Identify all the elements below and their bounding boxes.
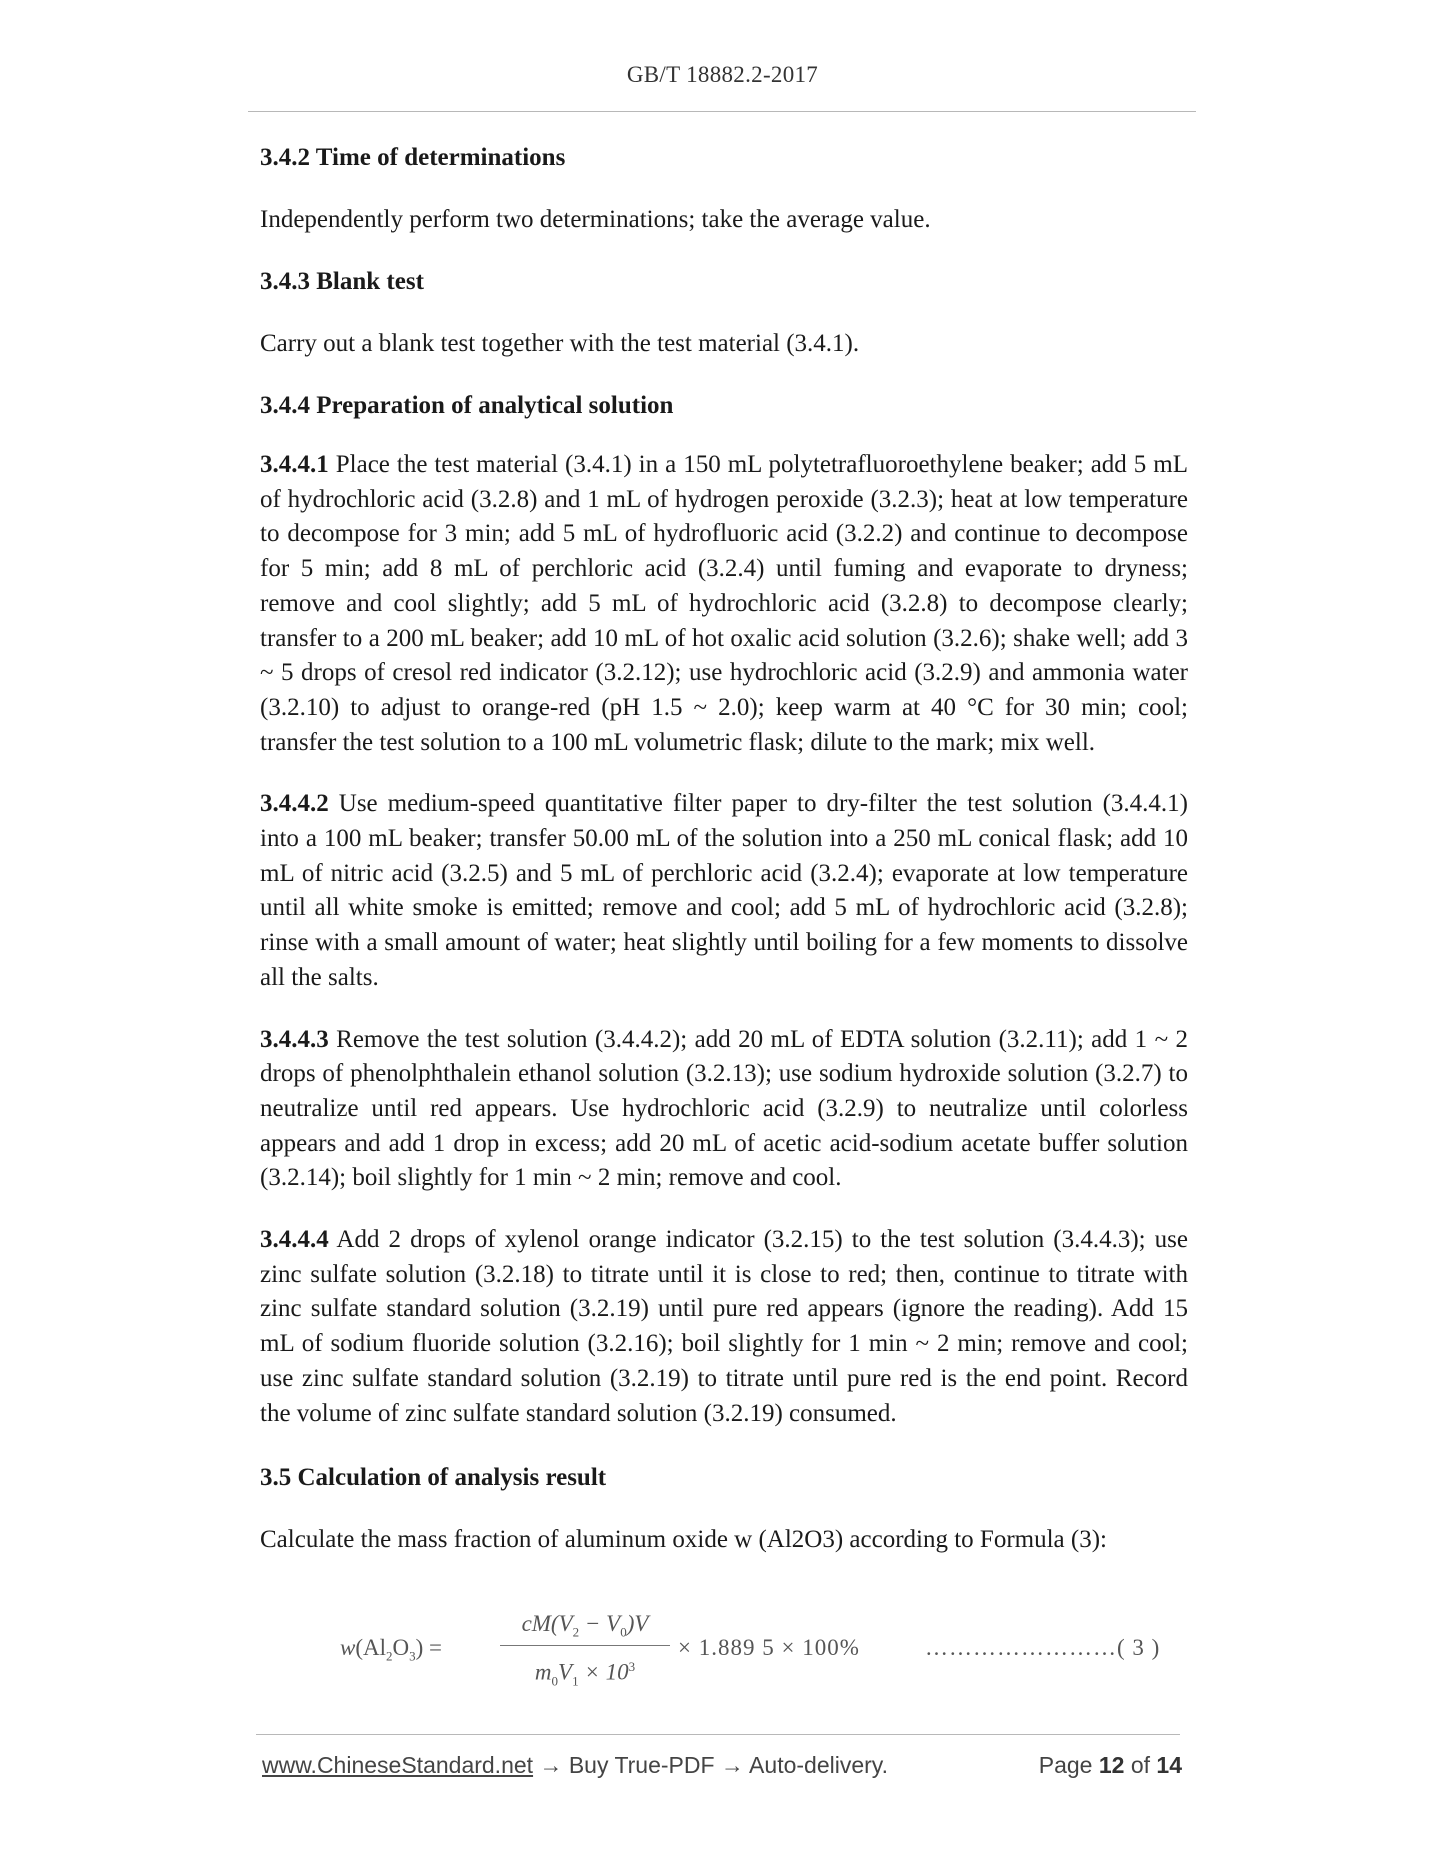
section-heading-3-4-2: 3.4.2 Time of determinations xyxy=(260,144,566,171)
section-heading-3-4-4: 3.4.4 Preparation of analytical solution xyxy=(260,392,674,419)
page-indicator xyxy=(1039,1752,1182,1779)
page-current: 12 xyxy=(1098,1752,1125,1778)
clause-label: 3.4.4.1 xyxy=(260,451,329,478)
paragraph-3-4-4-1 xyxy=(260,448,1188,760)
clause-text: Add 2 drops of xylenol orange indicator (3.2.15) to the test solution (3.4.4.3); use zinc sulfate solution (3.2.18) to titrate until it is close to red; then, continue to titrate with zinc sulfate standard solution (3.2.19) until pure red appears (ignore the reading). Add 15 mL of sodium fluoride solution (3.2.16); boil slightly for 1 min ~ 2 min; remove and cool; use zinc sulfate standard solution (3.2.19) to titrate until pure red is the end point. Record the volume of zinc sulfate standard solution (3.2.19) consumed. xyxy=(260,1226,1188,1427)
section-text-3-4-2: Independently perform two determinations; take the average value. xyxy=(260,206,931,233)
footer xyxy=(262,1752,1182,1784)
page-of: of xyxy=(1124,1752,1157,1778)
promo-text: → Buy True-PDF → Auto-delivery. xyxy=(533,1752,888,1778)
clause-label: 3.4.4.2 xyxy=(260,790,329,818)
page-total: 14 xyxy=(1156,1752,1182,1778)
formula-3 xyxy=(340,1605,1200,1695)
website-link[interactable]: www.ChineseStandard.net xyxy=(262,1752,534,1778)
section-heading-3-5: 3.5 Calculation of analysis result xyxy=(260,1464,607,1492)
header-divider xyxy=(248,111,1196,112)
formula-multiplier: × 1.889 5 × 100% xyxy=(678,1635,860,1660)
clause-label: 3.4.4.4 xyxy=(260,1226,329,1254)
formula-numerator: $cM(V_2 - V_0)V$ xyxy=(521,1611,649,1640)
page-word: Page xyxy=(1038,1752,1099,1778)
document-id-header: GB/T 18882.2-2017 xyxy=(626,62,819,87)
clause-text: Use medium-speed quantitative filter paper to dry-filter the test solution (3.4.4.1) into a 100 mL beaker; transfer 50.00 mL of the solution into a 250 mL conical flask; add 10 mL of nitric acid (3.2.5) and 5 mL of perchloric acid (3.2.4); evaporate at low temperature until all white smoke is emitted; remove and cool; add 5 mL of hydrochloric acid (3.2.8); rinse with a small amount of water; heat slightly until boiling for a few moments to dissolve all the salts. xyxy=(260,790,1188,991)
paragraph-3-4-4-4 xyxy=(260,1223,1188,1431)
formula-fraction xyxy=(500,1605,670,1689)
clause-text: Remove the test solution (3.4.4.2); add 20 mL of EDTA solution (3.2.11); add 1 ~ 2 drops of phenolphthalein ethanol solution (3.2.13); use sodium hydroxide solution (3.2.7) to neutralize until red appears. Use hydrochloric acid (3.2.9) to neutralize until colorless appears and add 1 drop in excess; add 20 mL of acetic acid-sodium acetate buffer solution (3.2.14); boil slightly for 1 min ~ 2 min; remove and cool. xyxy=(260,1025,1188,1192)
formula-number-label: ( 3 ) xyxy=(1117,1635,1161,1660)
clause-text: Place the test material (3.4.1) in a 150 mL polytetrafluoroethylene beaker; add 5 mL of hydrochloric acid (3.2.8) and 1 mL of hydrogen peroxide (3.2.3); heat at low temperature to decompose for 3 min; add 5 mL of hydrofluoric acid (3.2.2) and continue to decompose for 5 min; add 8 mL of perchloric acid (3.2.4) until fuming and evaporate to dryness; remove and cool slightly; add 5 mL of hydrochloric acid (3.2.8) to decompose clearly; transfer to a 200 mL beaker; add 10 mL of hot oxalic acid solution (3.2.6); shake well; add 3 ~ 5 drops of cresol red indicator (3.2.12); use hydrochloric acid (3.2.9) and ammonia water (3.2.10) to adjust to orange-red (pH 1.5 ~ 2.0); keep warm at 40 °C for 30 min; cool; transfer the test solution to a 100 mL volumetric flask; dilute to the mark; mix well. xyxy=(260,451,1188,756)
footer-divider xyxy=(256,1734,1180,1735)
paragraph-3-4-4-2 xyxy=(260,787,1188,995)
clause-label: 3.4.4.3 xyxy=(260,1025,329,1053)
formula-number: ……………………( 3 ) xyxy=(925,1635,1161,1660)
section-text-3-5: Calculate the mass fraction of aluminum oxide w (Al2O3) according to Formula (3): xyxy=(260,1526,1107,1554)
section-heading-3-4-3: 3.4.3 Blank test xyxy=(260,268,424,295)
page-body xyxy=(260,138,1188,1582)
section-text-3-4-3: Carry out a blank test together with the test material (3.4.1). xyxy=(260,330,860,357)
paragraph-3-4-4-3 xyxy=(260,1023,1188,1197)
formula-denominator: $m_0V_1 \times 10^3$ xyxy=(534,1659,636,1689)
formula-lhs: $w(Al_2O_3)$ = xyxy=(340,1635,443,1664)
fraction-bar xyxy=(500,1645,670,1646)
